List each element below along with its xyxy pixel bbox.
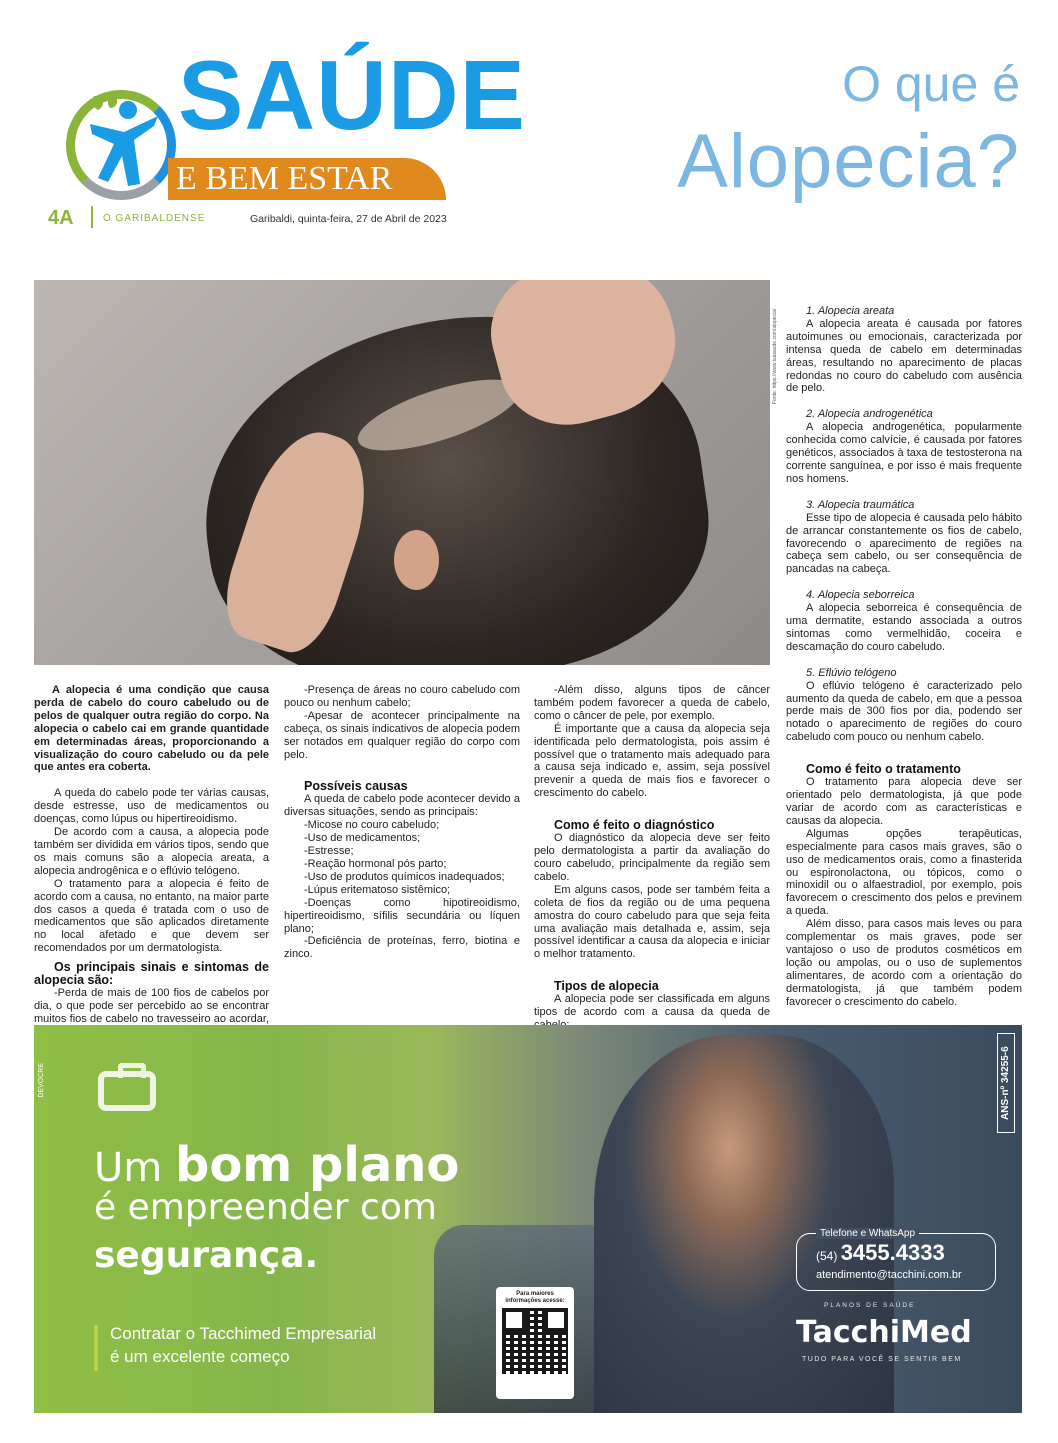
contact-email[interactable]: atendimento@tacchini.com.br [816,1269,962,1281]
ad-agency-tag: DEVOCRE [38,1063,45,1098]
section-heading-signs: Os principais sinais e sintomas de alopecia são: [34,960,269,988]
paragraph: A queda de cabelo pode acontecer devido a diversas situações, sendo as principais: [284,793,520,819]
list-item: -Deficiência de proteínas, ferro, biotina e zinco. [284,935,520,961]
type-title: 4. Alopecia seborreica [806,589,915,602]
briefcase-icon [98,1071,156,1111]
paragraph: -Além disso, alguns tipos de câncer também podem favorecer a queda de cabelo, como o câncer de pele, por exemplo. [534,684,770,722]
type-title: 5. Eflúvio telógeno [806,666,897,679]
qr-caption: Para maiores informações acesse: [505,1291,565,1304]
paragraph: A alopecia pode ser classificada em alguns tipos de acordo com a causa da queda de [534,993,770,1019]
list-item: -Micose no couro cabeludo; [304,819,440,832]
tacchimed-advertisement[interactable] [34,1025,1022,1413]
paragraph: Esse tipo de alopecia é causada pelo hábito de arrancar constantemente os fios de cabelo, favorecendo o aparecimento de regiões na cabeça sem cabelo, ou ser consequência de pancadas na cabeça. [786,511,1022,576]
brand-tagline: TUDO PARA VOCÊ SE SENTIR BEM [802,1356,962,1363]
ad-accent-bar [94,1325,98,1371]
article-column-3 [534,684,770,1032]
list-item: -Perda de mais de 100 fios de cabelos por dia, o que pode ser percebido ao se encontrar muitos fios de cabelo no travesseiro ao acordar, [34,987,269,1025]
paragraph: A queda do cabelo pode ter várias causas, desde estresse, uso de medicamentos ou doenças, como lúpus ou hipertireoidismo. [34,787,269,826]
list-item: -Uso de produtos químicos inadequados; [304,870,505,883]
type-title: 3. Alopecia traumática [806,498,915,511]
publication-name: O GARIBALDENSE [103,213,206,224]
ad-headline-1: Um bom plano [94,1137,460,1193]
article-column-1 [34,684,269,1052]
headline-line-2: Alopecia? [677,119,1020,204]
logo-title: SAÚDE [178,40,527,150]
ad-headline-3: segurança. [94,1235,319,1276]
list-item: -Apesar de acontecer principalmente na cabeça, os sinais indicativos de alopecia podem ser notados em qualquer região do corpo com pelo. [284,709,520,761]
section-heading-diagnosis: Como é feito o diagnóstico [554,818,715,833]
person-figure-icon [84,94,164,194]
list-item: -Reação hormonal pós parto; [304,857,447,870]
article-column-4 [786,279,1022,1009]
qr-code-box[interactable] [496,1287,574,1399]
list-item: -Uso de medicamentos; [304,832,421,845]
paragraph: O diagnóstico da alopecia deve ser feito pelo dermatologista a partir da avaliação do couro cabeludo, principalmente da região sem cabelo. [534,832,770,883]
paragraph: O eflúvio telógeno é caracterizado pelo aumento da queda de cabelo, em que a pessoa perde mais de 300 fios por dia, podendo ser notado o aparecimento de regiões do couro cabeludo com pouco ou nenhum cabelo. [786,679,1022,744]
article-lead: A alopecia é uma condição que causa perda de cabelo do couro cabeludo ou de pelos de qualquer outra região do corpo. Na alopecia o cabelo cai em grande quantidade em determinadas áreas, proporcionando a visualização do couro cabeludo ou da pele que antes era coberta. [34,684,269,774]
list-item: -Doenças como hipotireoidismo, hipertireoidismo, sífilis secundária ou líquen plano; [284,896,520,935]
brand-category: PLANOS DE SAÚDE [824,1302,916,1309]
list-item: -Presença de áreas no couro cabeludo com pouco ou nenhum cabelo; [284,684,520,709]
paragraph: O tratamento para alopecia deve ser orientado pelo dermatologista, já que pode variar de acordo com as características e causas da alopecia. [786,776,1022,827]
causes-list [284,819,520,961]
saude-logo [48,40,527,240]
paragraph: A alopecia areata é causada por fatores autoimunes ou emocionais, caracterizada por intensa queda de cabelo em determinadas áreas, resultando no aparecimento de placas redondas no couro do cabeludo com ausência de pelo. [786,317,1022,395]
type-title: 2. Alopecia androgenética [806,408,933,421]
paragraph: É importante que a causa da alopecia seja identificada pelo dermatologista, pois assim é possível que o tratamento mais adequado para a causa seja indicado e, assim, seja possível prevenir a queda de mais fios e favorecer o crescimento do cabelo. [534,722,770,800]
list-item: -Lúpus eritematoso sistêmico; [304,883,451,896]
contact-label: Telefone e WhatsApp [816,1228,919,1239]
page-number-divider [91,206,93,228]
section-heading-treatment: Como é feito o tratamento [806,762,961,777]
qr-code-icon[interactable] [502,1308,568,1374]
contact-phone[interactable]: (54) 3455.4333 [816,1240,945,1265]
paragraph: Algumas opções terapêuticas, especialmente para casos mais graves, são o uso de medicamentos orais, como a finasterida ou espironolactona, ou tópicos, como o minoxidil ou o alfaestradiol, por exemplo, pois favorecem o crescimento dos pelos e previnem a queda. [786,827,1022,918]
type-title: 1. Alopecia areata [806,305,895,317]
section-heading-causes: Possíveis causas [304,779,408,794]
photo-credit: Fonte: https://www.tuasaude.com/alopecia/ [772,308,778,404]
photo-ear [394,530,439,590]
article-photo [34,280,770,665]
paragraph: Em alguns casos, pode ser também feita a coleta de fios da região ou de uma pequena amostra do couro cabeludo para que seja feita uma avaliação mais detalhada e, assim, seja possível identificar a causa da alopecia e iniciar o melhor tratamento. [534,883,770,961]
paragraph: O tratamento para a alopecia é feito de acordo com a causa, no entanto, na maior parte dos casos a queda é tratada com o uso de medicamentos que são aplicados diretamente no local afetado e que devem ser recomendados por um dermatologista. [34,877,269,955]
tacchimed-logo: TacchiMed [796,1315,972,1350]
dateline: Garibaldi, quinta-feira, 27 de Abril de 2023 [250,213,447,225]
logo-subtitle: E BEM ESTAR [176,160,393,197]
paragraph: De acordo com a causa, a alopecia pode também ser dividida em vários tipos, sendo que os mais comuns são a alopecia areata, a alopecia androgênica e o eflúvio telógeno. [34,826,269,877]
page-number: 4A [48,207,74,229]
paragraph: A alopecia androgenética, popularmente conhecida como calvície, é causada por fatores genéticos, associados à taxa de testosterona na corrente sanguínea, e por isso é mais frequente nos homens. [786,421,1022,485]
headline-line-1: O que é [842,56,1020,112]
list-item: -Estresse; [304,845,354,858]
ad-headline-2: é empreender com [94,1187,437,1228]
ad-cta-line-2: é um excelente começo [110,1347,290,1366]
ans-registration: ANS-nº 34255-6 [997,1033,1015,1133]
article-column-2 [284,684,520,961]
section-heading-types: Tipos de alopecia [554,979,659,994]
paragraph: Além disso, para casos mais leves ou para complementar os mais graves, pode ser vantajoso o uso de produtos cosméticos em loção ou ampolas, ou o uso de suplementos alimentares, de acordo com a orientação do dermatologista, já que também podem favorecer o crescimento do cabelo. [786,918,1022,1008]
paragraph: A alopecia seborreica é consequência de uma dermatite, estando associada a outros sintomas como vermelhidão, coceira e descamação do couro cabeludo. [786,602,1022,653]
ad-cta-line-1: Contratar o Tacchimed Empresarial [110,1324,377,1343]
